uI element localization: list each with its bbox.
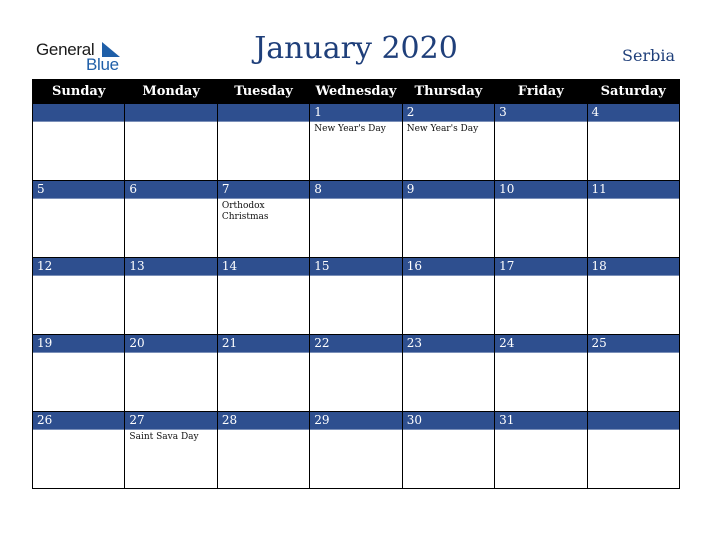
day-number xyxy=(218,104,309,122)
day-number: 10 xyxy=(495,181,586,199)
day-number: 12 xyxy=(33,258,124,276)
weekday-monday: Monday xyxy=(125,80,217,104)
day-number: 23 xyxy=(403,335,494,353)
day-number: 31 xyxy=(495,412,586,430)
holiday-label: Saint Sava Day xyxy=(129,432,199,442)
day-cell xyxy=(217,412,309,489)
day-cell xyxy=(33,412,125,489)
day-cell xyxy=(217,104,309,181)
day-cell xyxy=(402,258,494,335)
day-cell xyxy=(310,412,402,489)
logo-text-blue: Blue xyxy=(86,55,119,74)
day-cell xyxy=(402,181,494,258)
weekday-saturday: Saturday xyxy=(587,80,679,104)
holiday-label xyxy=(403,430,494,432)
holiday-label xyxy=(588,353,679,355)
weekday-wednesday: Wednesday xyxy=(310,80,402,104)
holiday-label xyxy=(125,276,216,278)
day-cell xyxy=(495,104,587,181)
day-cell xyxy=(217,181,309,258)
holiday-label xyxy=(218,122,309,124)
day-cell xyxy=(33,104,125,181)
weekday-sunday: Sunday xyxy=(33,80,125,104)
day-number: 28 xyxy=(218,412,309,430)
day-cell xyxy=(33,335,125,412)
day-number xyxy=(33,104,124,122)
holiday-label xyxy=(218,430,309,432)
day-cell xyxy=(310,335,402,412)
day-number: 19 xyxy=(33,335,124,353)
holiday-label xyxy=(218,353,309,355)
holiday-label xyxy=(403,353,494,355)
holiday-label xyxy=(33,276,124,278)
holiday-label xyxy=(495,122,586,124)
day-cell xyxy=(587,412,679,489)
day-number: 18 xyxy=(588,258,679,276)
day-number: 9 xyxy=(403,181,494,199)
day-number: 16 xyxy=(403,258,494,276)
day-number: 15 xyxy=(310,258,401,276)
holiday-label xyxy=(310,430,401,432)
holiday-label xyxy=(588,430,679,432)
holiday-label xyxy=(403,199,494,201)
day-number: 6 xyxy=(125,181,216,199)
holiday-label xyxy=(125,122,216,124)
day-number: 8 xyxy=(310,181,401,199)
holiday-label xyxy=(33,430,124,432)
holiday-label xyxy=(33,199,124,201)
day-number: 11 xyxy=(588,181,679,199)
holiday-label xyxy=(310,353,401,355)
holiday-label xyxy=(33,122,124,124)
holiday-label xyxy=(125,353,216,355)
day-cell xyxy=(217,335,309,412)
holiday-label xyxy=(33,353,124,355)
week-row xyxy=(33,104,680,181)
week-row xyxy=(33,258,680,335)
holiday-label xyxy=(495,276,586,278)
day-number: 26 xyxy=(33,412,124,430)
day-number: 29 xyxy=(310,412,401,430)
weekday-friday: Friday xyxy=(495,80,587,104)
day-number: 7 xyxy=(218,181,309,199)
calendar-title: January 2020 xyxy=(254,31,458,66)
day-cell xyxy=(587,258,679,335)
holiday-label xyxy=(125,199,216,201)
week-row xyxy=(33,181,680,258)
month-calendar xyxy=(32,79,680,489)
holiday-label xyxy=(495,199,586,201)
day-number: 1 xyxy=(310,104,401,122)
holiday-label xyxy=(310,276,401,278)
country-label: Serbia xyxy=(622,46,675,65)
weekday-thursday: Thursday xyxy=(402,80,494,104)
week-row xyxy=(33,335,680,412)
day-cell xyxy=(495,335,587,412)
holiday-label xyxy=(310,199,401,201)
holiday-label xyxy=(588,199,679,201)
holiday-label xyxy=(588,122,679,124)
holiday-label xyxy=(218,276,309,278)
day-number: 22 xyxy=(310,335,401,353)
day-cell xyxy=(587,335,679,412)
day-cell xyxy=(125,412,217,489)
day-number: 25 xyxy=(588,335,679,353)
day-cell xyxy=(125,104,217,181)
day-number: 14 xyxy=(218,258,309,276)
day-cell xyxy=(495,258,587,335)
day-number: 3 xyxy=(495,104,586,122)
holiday-label xyxy=(495,430,586,432)
holiday-label xyxy=(495,353,586,355)
day-number: 5 xyxy=(33,181,124,199)
day-cell xyxy=(33,258,125,335)
day-cell xyxy=(125,181,217,258)
day-cell xyxy=(495,412,587,489)
holiday-label: New Year's Day xyxy=(314,124,386,134)
day-number: 2 xyxy=(403,104,494,122)
day-cell xyxy=(125,335,217,412)
day-number: 21 xyxy=(218,335,309,353)
day-number: 27 xyxy=(125,412,216,430)
day-number: 13 xyxy=(125,258,216,276)
logo-text-general: General xyxy=(36,40,95,59)
holiday-label xyxy=(588,276,679,278)
day-cell xyxy=(310,258,402,335)
day-cell xyxy=(310,104,402,181)
day-number: 20 xyxy=(125,335,216,353)
day-number: 17 xyxy=(495,258,586,276)
holiday-label: Orthodox Christmas xyxy=(221,201,269,222)
day-cell xyxy=(402,412,494,489)
day-cell xyxy=(587,104,679,181)
day-number xyxy=(588,412,679,430)
day-cell xyxy=(310,181,402,258)
weekday-tuesday: Tuesday xyxy=(217,80,309,104)
day-cell xyxy=(217,258,309,335)
holiday-label: New Year's Day xyxy=(406,124,479,134)
day-cell xyxy=(33,181,125,258)
day-number: 24 xyxy=(495,335,586,353)
weekday-header-row xyxy=(33,80,680,104)
day-cell xyxy=(125,258,217,335)
week-row xyxy=(33,412,680,489)
day-cell xyxy=(495,181,587,258)
day-cell xyxy=(402,104,494,181)
day-cell xyxy=(402,335,494,412)
day-cell xyxy=(587,181,679,258)
day-number xyxy=(125,104,216,122)
day-number: 30 xyxy=(403,412,494,430)
day-number: 4 xyxy=(588,104,679,122)
holiday-label xyxy=(403,276,494,278)
